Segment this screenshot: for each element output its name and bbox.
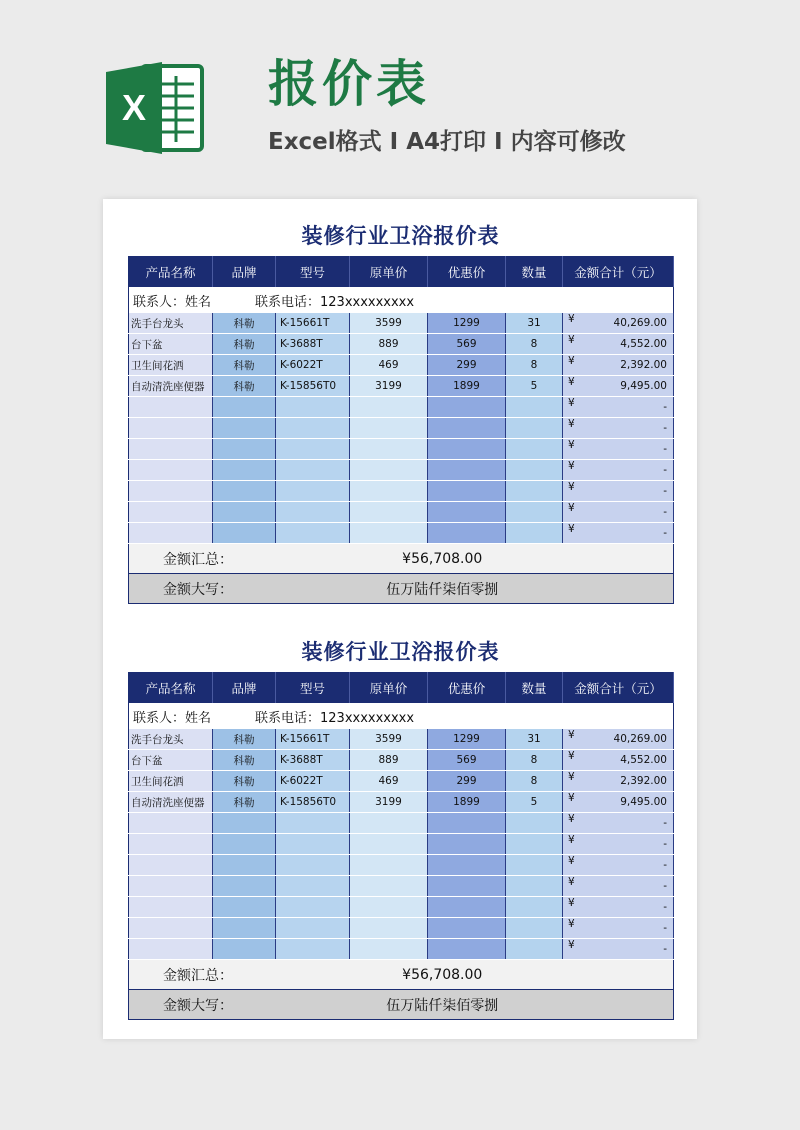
uppercase-value[interactable]: 伍万陆仟柒佰零捌	[276, 574, 674, 604]
currency-symbol: ¥	[568, 876, 575, 888]
model-cell[interactable]	[276, 481, 350, 502]
table-row	[129, 876, 674, 897]
table-body	[129, 729, 674, 960]
table-row	[129, 418, 674, 439]
quantity-cell[interactable]: 31	[506, 313, 563, 334]
quantity-cell[interactable]	[506, 813, 563, 834]
brand-cell[interactable]	[213, 502, 276, 523]
table-body	[129, 313, 674, 544]
phone-label[interactable]: 联系电话：123xxxxxxxxx	[255, 294, 415, 310]
contact-label[interactable]: 联系人：姓名	[133, 710, 212, 726]
amount-cell[interactable]	[563, 376, 674, 397]
model-cell[interactable]	[276, 918, 350, 939]
quote-sheet-2	[128, 632, 673, 1020]
contact-row	[129, 703, 674, 729]
currency-symbol: ¥	[568, 939, 575, 951]
table-row	[129, 771, 674, 792]
brand-cell[interactable]	[213, 939, 276, 960]
currency-symbol: ¥	[568, 481, 575, 493]
quantity-cell[interactable]	[506, 481, 563, 502]
table-row	[129, 460, 674, 481]
brand-cell[interactable]	[213, 855, 276, 876]
product-name-cell[interactable]	[129, 855, 213, 876]
brand-cell[interactable]	[213, 481, 276, 502]
amount-cell[interactable]	[563, 502, 674, 523]
page-subtitle: Excel格式 I A4打印 I 内容可修改	[268, 129, 626, 155]
model-cell[interactable]	[276, 502, 350, 523]
currency-symbol: ¥	[568, 376, 575, 388]
amount-cell[interactable]	[563, 334, 674, 355]
amount-cell[interactable]	[563, 418, 674, 439]
product-name-cell[interactable]	[129, 481, 213, 502]
quantity-cell[interactable]: 8	[506, 771, 563, 792]
amount-value: -	[663, 527, 667, 539]
brand-cell[interactable]: 科勒	[213, 376, 276, 397]
currency-symbol: ¥	[568, 334, 575, 346]
currency-symbol: ¥	[568, 460, 575, 472]
amount-value: 4,552.00	[620, 338, 667, 350]
model-cell[interactable]	[276, 418, 350, 439]
currency-symbol: ¥	[568, 813, 575, 825]
original-price-cell[interactable]	[350, 460, 428, 481]
model-cell[interactable]: K-15661T	[276, 313, 350, 334]
quantity-cell[interactable]	[506, 834, 563, 855]
quantity-cell[interactable]	[506, 439, 563, 460]
original-price-cell[interactable]	[350, 855, 428, 876]
sale-price-cell[interactable]	[428, 876, 506, 897]
product-name-cell[interactable]	[129, 897, 213, 918]
table-row	[129, 729, 674, 750]
column-header[interactable]: 金额合计（元）	[563, 673, 674, 704]
model-cell[interactable]	[276, 897, 350, 918]
currency-symbol: ¥	[568, 355, 575, 367]
amount-cell[interactable]	[563, 750, 674, 771]
brand-cell[interactable]: 科勒	[213, 729, 276, 750]
quantity-cell[interactable]: 8	[506, 334, 563, 355]
table-row	[129, 313, 674, 334]
quantity-cell[interactable]	[506, 876, 563, 897]
contact-label[interactable]: 联系人：姓名	[133, 294, 212, 310]
sale-price-cell[interactable]	[428, 481, 506, 502]
model-cell[interactable]: K-15856T0	[276, 792, 350, 813]
sheet-title: 装修行业卫浴报价表	[301, 640, 500, 664]
original-price-cell[interactable]	[350, 418, 428, 439]
model-cell[interactable]	[276, 460, 350, 481]
brand-cell[interactable]: 科勒	[213, 771, 276, 792]
amount-cell[interactable]	[563, 876, 674, 897]
model-cell[interactable]	[276, 813, 350, 834]
table-row	[129, 918, 674, 939]
contact-row	[129, 287, 674, 313]
table-row	[129, 376, 674, 397]
amount-value: -	[663, 859, 667, 871]
table-row	[129, 792, 674, 813]
quantity-cell[interactable]	[506, 523, 563, 544]
quantity-cell[interactable]	[506, 502, 563, 523]
sale-price-cell[interactable]	[428, 834, 506, 855]
uppercase-amount-row	[129, 990, 674, 1020]
brand-cell[interactable]: 科勒	[213, 792, 276, 813]
amount-value: 4,552.00	[620, 754, 667, 766]
product-name-cell[interactable]: 台下盆	[129, 334, 213, 355]
table-row	[129, 855, 674, 876]
product-name-cell[interactable]	[129, 813, 213, 834]
sale-price-cell[interactable]: 569	[428, 334, 506, 355]
sale-price-cell[interactable]: 299	[428, 771, 506, 792]
sale-price-cell[interactable]: 569	[428, 750, 506, 771]
quantity-cell[interactable]: 5	[506, 792, 563, 813]
brand-cell[interactable]	[213, 460, 276, 481]
column-header[interactable]: 优惠价	[428, 673, 506, 704]
amount-cell[interactable]	[563, 897, 674, 918]
quantity-cell[interactable]	[506, 939, 563, 960]
uppercase-value[interactable]: 伍万陆仟柒佰零捌	[276, 990, 674, 1020]
amount-value: 2,392.00	[620, 775, 667, 787]
sale-price-cell[interactable]	[428, 897, 506, 918]
model-cell[interactable]	[276, 834, 350, 855]
amount-cell[interactable]	[563, 834, 674, 855]
column-header[interactable]: 优惠价	[428, 257, 506, 288]
column-header[interactable]: 型号	[276, 673, 350, 704]
currency-symbol: ¥	[568, 313, 575, 325]
table-row	[129, 897, 674, 918]
currency-symbol: ¥	[568, 834, 575, 846]
sale-price-cell[interactable]	[428, 502, 506, 523]
product-name-cell[interactable]	[129, 918, 213, 939]
original-price-cell[interactable]: 469	[350, 771, 428, 792]
quantity-cell[interactable]	[506, 855, 563, 876]
original-price-cell[interactable]: 3199	[350, 376, 428, 397]
sale-price-cell[interactable]	[428, 918, 506, 939]
model-cell[interactable]: K-6022T	[276, 355, 350, 376]
product-name-cell[interactable]: 自动清洗座便器	[129, 376, 213, 397]
table-row	[129, 334, 674, 355]
sale-price-cell[interactable]: 1899	[428, 792, 506, 813]
brand-cell[interactable]: 科勒	[213, 313, 276, 334]
quantity-cell[interactable]	[506, 418, 563, 439]
product-name-cell[interactable]	[129, 834, 213, 855]
total-value[interactable]: ¥56,708.00	[276, 544, 674, 574]
brand-cell[interactable]	[213, 834, 276, 855]
model-cell[interactable]: K-15661T	[276, 729, 350, 750]
sale-price-cell[interactable]: 1899	[428, 376, 506, 397]
currency-symbol: ¥	[568, 523, 575, 535]
sale-price-cell[interactable]	[428, 460, 506, 481]
model-cell[interactable]	[276, 397, 350, 418]
model-cell[interactable]: K-3688T	[276, 334, 350, 355]
total-label: 金额汇总：	[129, 544, 276, 574]
column-header[interactable]: 数量	[506, 257, 563, 288]
excel-logo-icon	[104, 58, 204, 158]
table-row	[129, 355, 674, 376]
table-row	[129, 502, 674, 523]
currency-symbol: ¥	[568, 729, 575, 741]
brand-cell[interactable]	[213, 523, 276, 544]
original-price-cell[interactable]: 889	[350, 334, 428, 355]
amount-cell[interactable]	[563, 439, 674, 460]
quote-table	[128, 256, 674, 604]
total-label: 金额汇总：	[129, 960, 276, 990]
currency-symbol: ¥	[568, 855, 575, 867]
product-name-cell[interactable]	[129, 523, 213, 544]
amount-value: -	[663, 817, 667, 829]
quantity-cell[interactable]	[506, 397, 563, 418]
total-row	[129, 544, 674, 574]
brand-cell[interactable]	[213, 418, 276, 439]
sale-price-cell[interactable]	[428, 397, 506, 418]
original-price-cell[interactable]: 3599	[350, 313, 428, 334]
sheet-title: 装修行业卫浴报价表	[301, 224, 500, 248]
product-name-cell[interactable]: 自动清洗座便器	[129, 792, 213, 813]
sale-price-cell[interactable]: 299	[428, 355, 506, 376]
sale-price-cell[interactable]	[428, 813, 506, 834]
brand-cell[interactable]: 科勒	[213, 750, 276, 771]
brand-cell[interactable]: 科勒	[213, 334, 276, 355]
brand-cell[interactable]	[213, 439, 276, 460]
product-name-cell[interactable]: 洗手台龙头	[129, 729, 213, 750]
product-name-cell[interactable]: 台下盆	[129, 750, 213, 771]
sale-price-cell[interactable]: 1299	[428, 729, 506, 750]
column-header[interactable]: 产品名称	[129, 673, 213, 704]
quantity-cell[interactable]: 8	[506, 355, 563, 376]
amount-value: -	[663, 422, 667, 434]
original-price-cell[interactable]: 3599	[350, 729, 428, 750]
quantity-cell[interactable]	[506, 460, 563, 481]
amount-cell[interactable]	[563, 523, 674, 544]
amount-cell[interactable]	[563, 481, 674, 502]
amount-cell[interactable]	[563, 855, 674, 876]
brand-cell[interactable]	[213, 813, 276, 834]
column-header[interactable]: 型号	[276, 257, 350, 288]
total-value[interactable]: ¥56,708.00	[276, 960, 674, 990]
quantity-cell[interactable]	[506, 918, 563, 939]
column-header[interactable]: 金额合计（元）	[563, 257, 674, 288]
quantity-cell[interactable]: 5	[506, 376, 563, 397]
amount-cell[interactable]	[563, 939, 674, 960]
amount-value: -	[663, 443, 667, 455]
quantity-cell[interactable]: 8	[506, 750, 563, 771]
brand-cell[interactable]	[213, 918, 276, 939]
table-row	[129, 397, 674, 418]
amount-value: -	[663, 464, 667, 476]
table-row	[129, 750, 674, 771]
quote-table	[128, 672, 674, 1020]
product-name-cell[interactable]	[129, 397, 213, 418]
brand-cell[interactable]	[213, 897, 276, 918]
logo-letter: X	[121, 87, 147, 128]
original-price-cell[interactable]	[350, 481, 428, 502]
original-price-cell[interactable]	[350, 397, 428, 418]
amount-cell[interactable]	[563, 813, 674, 834]
amount-value: 2,392.00	[620, 359, 667, 371]
column-header[interactable]: 品牌	[213, 257, 276, 288]
model-cell[interactable]	[276, 439, 350, 460]
brand-cell[interactable]	[213, 876, 276, 897]
sale-price-cell[interactable]	[428, 939, 506, 960]
original-price-cell[interactable]	[350, 897, 428, 918]
brand-cell[interactable]: 科勒	[213, 355, 276, 376]
currency-symbol: ¥	[568, 792, 575, 804]
model-cell[interactable]	[276, 876, 350, 897]
amount-value: 40,269.00	[613, 317, 667, 329]
amount-value: -	[663, 922, 667, 934]
column-header[interactable]: 数量	[506, 673, 563, 704]
product-name-cell[interactable]	[129, 418, 213, 439]
amount-value: 9,495.00	[620, 380, 667, 392]
quote-sheet-1	[128, 216, 673, 604]
amount-value: 9,495.00	[620, 796, 667, 808]
original-price-cell[interactable]	[350, 834, 428, 855]
total-row	[129, 960, 674, 990]
product-name-cell[interactable]: 洗手台龙头	[129, 313, 213, 334]
table-row	[129, 481, 674, 502]
page-title: 报价表	[268, 55, 430, 113]
original-price-cell[interactable]: 3199	[350, 792, 428, 813]
uppercase-label: 金额大写：	[129, 574, 276, 604]
model-cell[interactable]: K-6022T	[276, 771, 350, 792]
brand-cell[interactable]	[213, 397, 276, 418]
column-header[interactable]: 原单价	[350, 257, 428, 288]
table-header	[129, 257, 674, 288]
product-name-cell[interactable]	[129, 939, 213, 960]
amount-cell[interactable]	[563, 355, 674, 376]
model-cell[interactable]: K-15856T0	[276, 376, 350, 397]
original-price-cell[interactable]	[350, 523, 428, 544]
original-price-cell[interactable]	[350, 876, 428, 897]
model-cell[interactable]	[276, 523, 350, 544]
currency-symbol: ¥	[568, 897, 575, 909]
amount-cell[interactable]	[563, 771, 674, 792]
sale-price-cell[interactable]	[428, 418, 506, 439]
original-price-cell[interactable]	[350, 502, 428, 523]
quantity-cell[interactable]	[506, 897, 563, 918]
table-row	[129, 439, 674, 460]
product-name-cell[interactable]	[129, 502, 213, 523]
currency-symbol: ¥	[568, 397, 575, 409]
amount-value: -	[663, 880, 667, 892]
currency-symbol: ¥	[568, 439, 575, 451]
model-cell[interactable]	[276, 855, 350, 876]
model-cell[interactable]: K-3688T	[276, 750, 350, 771]
currency-symbol: ¥	[568, 502, 575, 514]
original-price-cell[interactable]	[350, 918, 428, 939]
original-price-cell[interactable]: 889	[350, 750, 428, 771]
amount-value: -	[663, 901, 667, 913]
currency-symbol: ¥	[568, 418, 575, 430]
product-name-cell[interactable]: 卫生间花洒	[129, 355, 213, 376]
product-name-cell[interactable]	[129, 460, 213, 481]
table-row	[129, 939, 674, 960]
original-price-cell[interactable]	[350, 439, 428, 460]
original-price-cell[interactable]	[350, 813, 428, 834]
currency-symbol: ¥	[568, 771, 575, 783]
amount-cell[interactable]	[563, 918, 674, 939]
column-header[interactable]: 产品名称	[129, 257, 213, 288]
column-header[interactable]: 原单价	[350, 673, 428, 704]
uppercase-label: 金额大写：	[129, 990, 276, 1020]
product-name-cell[interactable]	[129, 876, 213, 897]
product-name-cell[interactable]	[129, 439, 213, 460]
amount-cell[interactable]	[563, 729, 674, 750]
amount-cell[interactable]	[563, 460, 674, 481]
product-name-cell[interactable]: 卫生间花洒	[129, 771, 213, 792]
uppercase-amount-row	[129, 574, 674, 604]
table-header	[129, 673, 674, 704]
amount-value: -	[663, 401, 667, 413]
column-header[interactable]: 品牌	[213, 673, 276, 704]
amount-value: -	[663, 838, 667, 850]
amount-cell[interactable]	[563, 313, 674, 334]
model-cell[interactable]	[276, 939, 350, 960]
amount-cell[interactable]	[563, 397, 674, 418]
amount-cell[interactable]	[563, 792, 674, 813]
sale-price-cell[interactable]: 1299	[428, 313, 506, 334]
amount-value: -	[663, 485, 667, 497]
amount-value: 40,269.00	[613, 733, 667, 745]
sale-price-cell[interactable]	[428, 523, 506, 544]
quantity-cell[interactable]: 31	[506, 729, 563, 750]
table-row	[129, 813, 674, 834]
amount-value: -	[663, 943, 667, 955]
sale-price-cell[interactable]	[428, 439, 506, 460]
phone-label[interactable]: 联系电话：123xxxxxxxxx	[255, 710, 415, 726]
amount-value: -	[663, 506, 667, 518]
original-price-cell[interactable]	[350, 939, 428, 960]
currency-symbol: ¥	[568, 918, 575, 930]
table-row	[129, 523, 674, 544]
original-price-cell[interactable]: 469	[350, 355, 428, 376]
sale-price-cell[interactable]	[428, 855, 506, 876]
table-row	[129, 834, 674, 855]
currency-symbol: ¥	[568, 750, 575, 762]
